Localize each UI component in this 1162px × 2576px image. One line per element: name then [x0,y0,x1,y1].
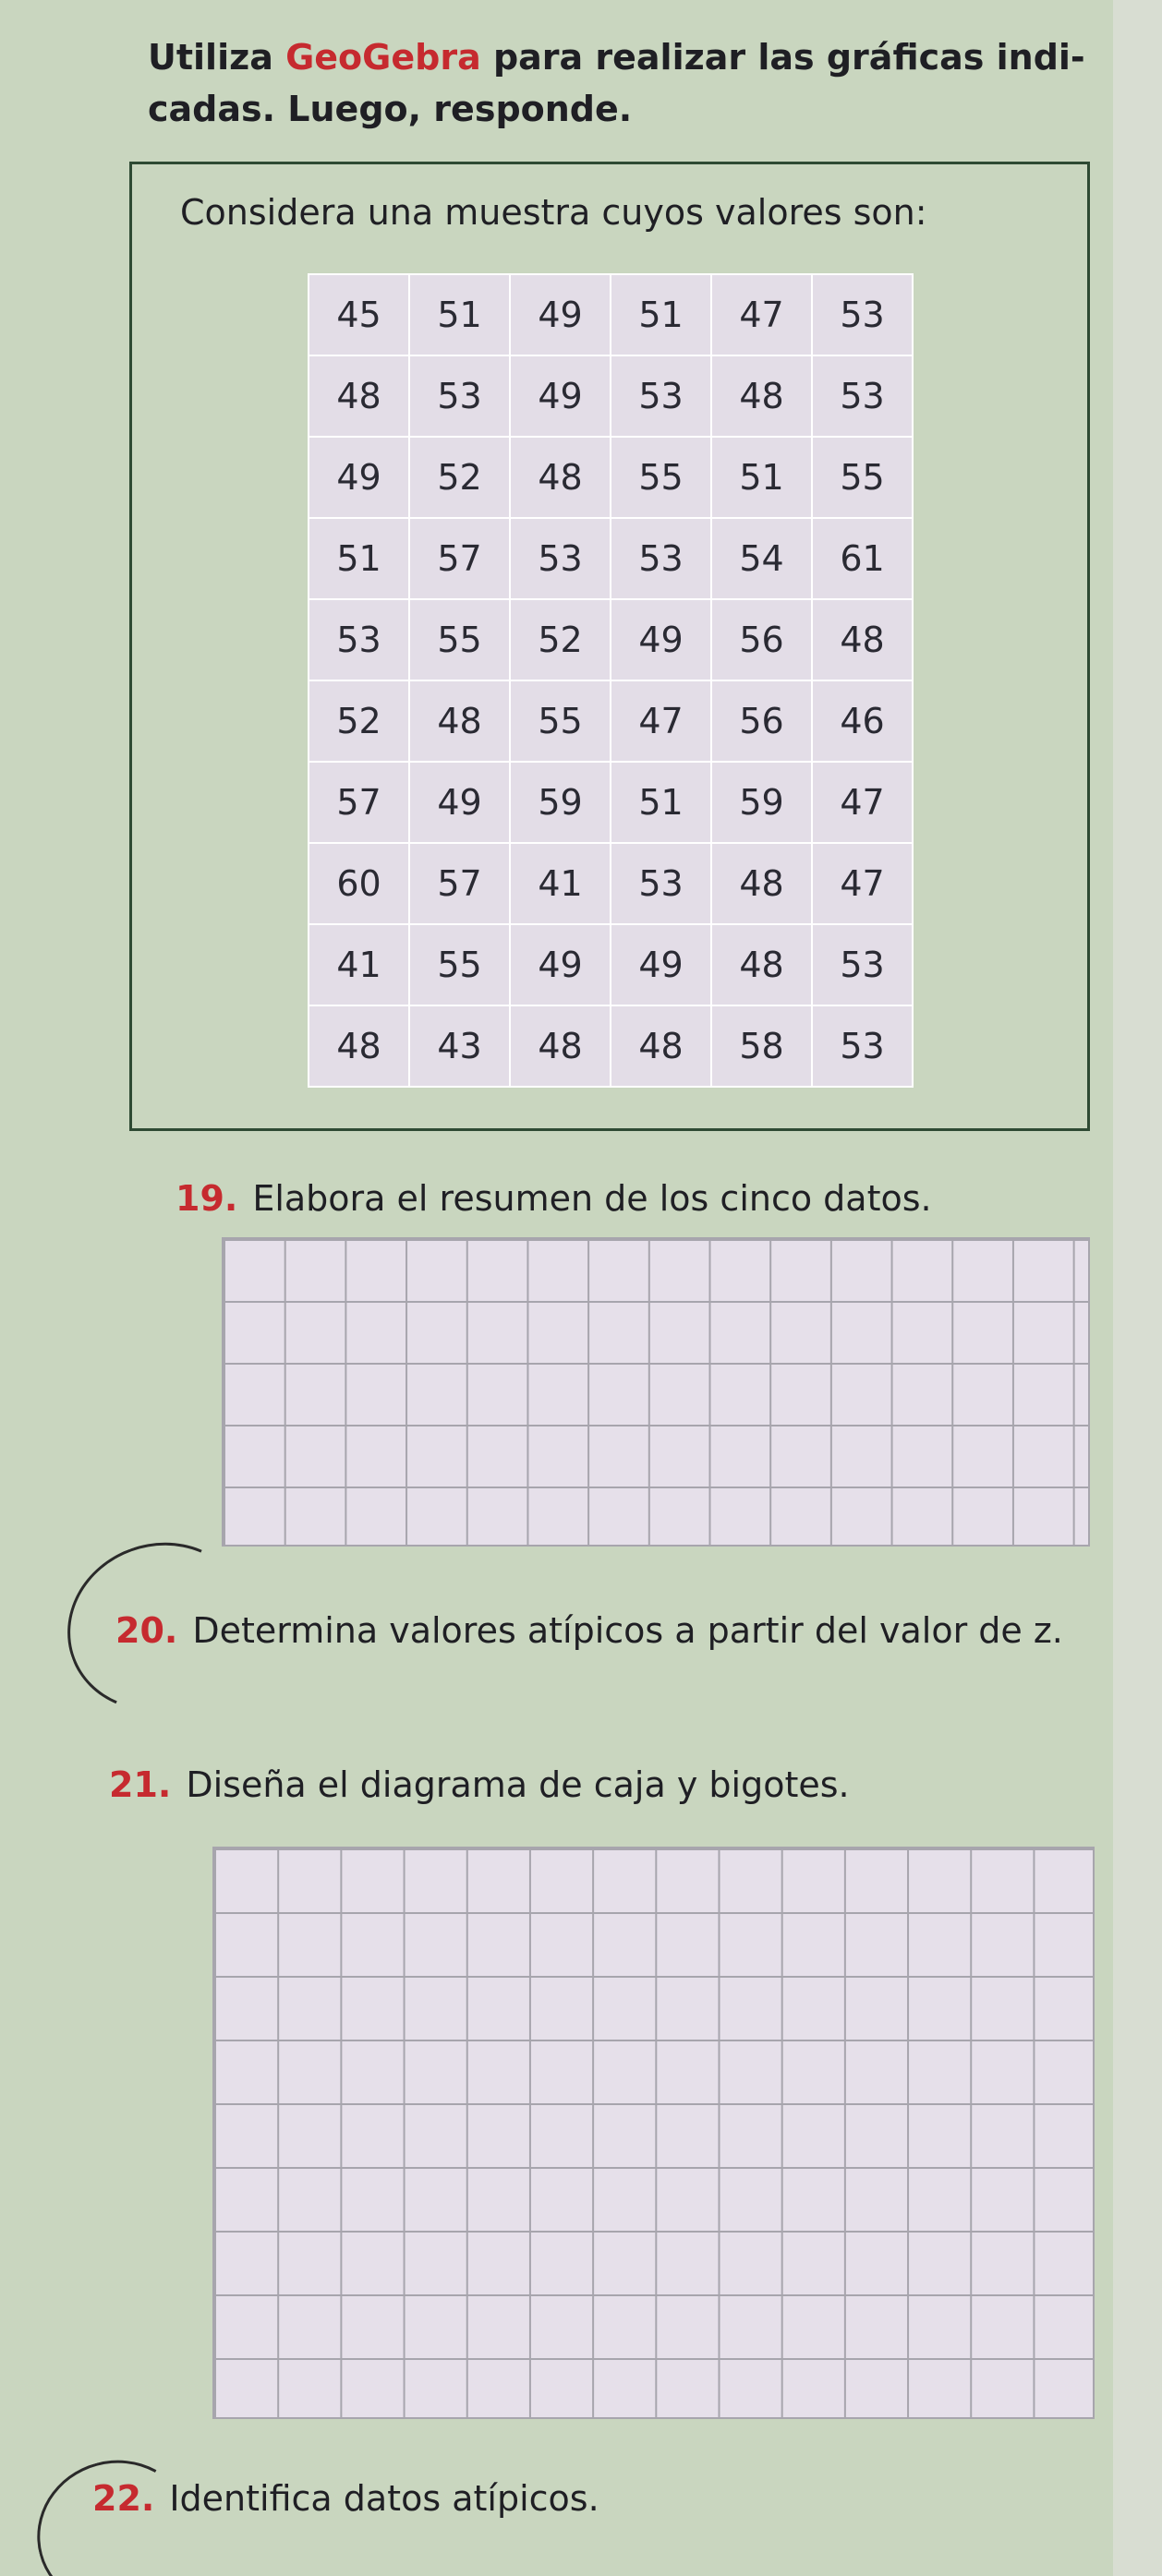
exercise-text: Diseña el diagrama de caja y bigotes. [186,1764,850,1805]
table-cell: 53 [409,355,510,437]
table-cell: 43 [409,1005,510,1087]
page-edge [1113,0,1162,2576]
table-row [309,599,913,680]
exercise-number: 21. [109,1764,172,1805]
table-cell: 51 [409,274,510,355]
table-cell: 49 [510,274,611,355]
table-cell: 41 [309,924,409,1005]
table-cell: 48 [711,355,812,437]
table-cell: 57 [409,843,510,924]
table-cell: 48 [510,1005,611,1087]
answer-grid-21[interactable] [212,1847,1095,2419]
table-cell: 55 [510,680,611,762]
table-cell: 53 [812,1005,913,1087]
table-cell: 53 [812,924,913,1005]
table-cell: 45 [309,274,409,355]
table-cell: 48 [611,1005,711,1087]
exercise-text: Elabora el resumen de los cinco datos. [252,1178,932,1219]
instructions-after: para realizar las gráficas indi- cadas. Luego, responde. [148,37,1085,129]
table-cell: 49 [611,924,711,1005]
exercise-number: 20. [115,1610,178,1651]
table-cell: 48 [409,680,510,762]
table-cell: 53 [812,355,913,437]
table-row [309,355,913,437]
table-cell: 55 [611,437,711,518]
table-cell: 48 [812,599,913,680]
table-cell: 51 [309,518,409,599]
table-cell: 59 [510,762,611,843]
table-cell: 52 [510,599,611,680]
table-cell: 54 [711,518,812,599]
table-cell: 53 [611,518,711,599]
exercise-19 [176,1174,932,1222]
table-cell: 47 [812,762,913,843]
table-cell: 57 [409,518,510,599]
table-cell: 41 [510,843,611,924]
table-cell: 60 [309,843,409,924]
table-cell: 53 [510,518,611,599]
sample-intro: Considera una muestra cuyos valores son: [180,192,927,233]
exercise-number: 22. [92,2478,155,2519]
table-cell: 49 [510,924,611,1005]
exercise-number: 19. [176,1178,238,1219]
table-cell: 47 [711,274,812,355]
table-row [309,680,913,762]
table-cell: 59 [711,762,812,843]
table-cell: 47 [812,843,913,924]
exercise-20 [115,1602,1095,1659]
table-cell: 49 [510,355,611,437]
table-cell: 55 [409,599,510,680]
exercise-text: Identifica datos atípicos. [169,2478,599,2519]
table-row [309,437,913,518]
values-table-body [309,274,913,1087]
instructions [148,31,1118,135]
table-cell: 56 [711,680,812,762]
table-cell: 48 [711,924,812,1005]
table-cell: 57 [309,762,409,843]
table-cell: 48 [309,355,409,437]
sample-box [129,162,1090,1131]
answer-grid-19[interactable] [222,1237,1090,1547]
table-cell: 55 [812,437,913,518]
geogebra-brand: GeoGebra [285,37,481,78]
table-cell: 53 [611,843,711,924]
table-cell: 53 [812,274,913,355]
values-table [308,273,914,1088]
table-cell: 47 [611,680,711,762]
table-cell: 49 [309,437,409,518]
table-cell: 51 [611,762,711,843]
table-cell: 52 [309,680,409,762]
table-cell: 55 [409,924,510,1005]
table-cell: 48 [711,843,812,924]
table-row [309,274,913,355]
exercise-text: Determina valores atípicos a partir del valor de z. [192,1610,1063,1651]
table-row [309,762,913,843]
exercise-21 [109,1761,850,1809]
table-cell: 49 [611,599,711,680]
table-cell: 53 [309,599,409,680]
table-cell: 51 [711,437,812,518]
table-row [309,1005,913,1087]
table-row [309,924,913,1005]
table-cell: 48 [309,1005,409,1087]
table-cell: 61 [812,518,913,599]
table-cell: 56 [711,599,812,680]
exercise-22 [92,2474,599,2522]
table-row [309,518,913,599]
table-cell: 51 [611,274,711,355]
table-cell: 58 [711,1005,812,1087]
table-row [309,843,913,924]
table-cell: 48 [510,437,611,518]
table-cell: 53 [611,355,711,437]
table-cell: 46 [812,680,913,762]
table-cell: 52 [409,437,510,518]
table-cell: 49 [409,762,510,843]
instructions-before: Utiliza [148,37,286,78]
